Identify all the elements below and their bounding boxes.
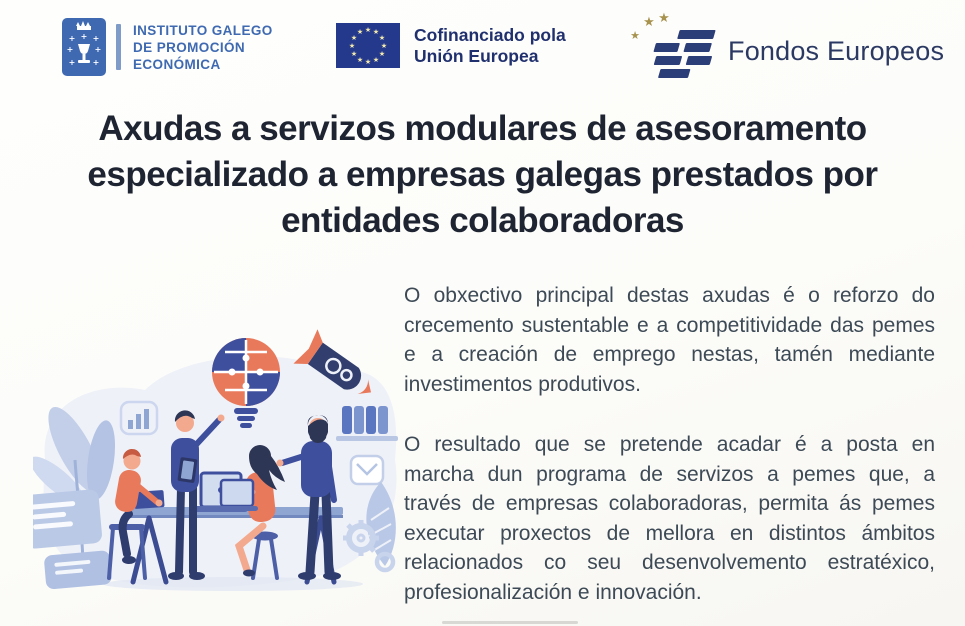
fondos-europeos-flag-icon: [620, 8, 720, 88]
scan-artifact-line: [442, 621, 578, 624]
objective-paragraph: O obxectivo principal destas axudas é o reforzo do crecemento sustentable e a competitividade das pemes e a creación de emprego nestas, tamén mediante investimentos produtivos.: [404, 284, 935, 396]
eu-cofunded-line: Cofinanciado pola: [414, 24, 566, 45]
page-title-line: Axudas a servizos modulares de asesoramento: [98, 109, 867, 148]
svg-text:★: ★: [643, 15, 655, 30]
page-title: [0, 106, 965, 244]
svg-text:★: ★: [380, 42, 388, 50]
svg-text:+: +: [80, 32, 88, 41]
laptop-icon: [216, 480, 258, 511]
igape-separator: [116, 24, 121, 70]
svg-text:+: +: [94, 45, 102, 54]
fondos-europeos-logo: [620, 8, 944, 88]
eu-flag-icon: [336, 23, 400, 68]
svg-text:+: +: [68, 34, 76, 43]
svg-text:★: ★: [372, 56, 380, 64]
svg-text:★: ★: [630, 29, 640, 42]
igape-logo: [62, 18, 273, 76]
page-title-line: entidades colaboradoras: [281, 201, 684, 240]
result-paragraph: O resultado que se pretende acadar é a posta en marcha dun programa de servizos a pemes que, a través de empresas colaboradoras, permita ás pemes executar proxectos de mellora en distintos ámbitos relacionados co seu desenvolvemento estratéxico, profesionalización e innovación.: [404, 433, 935, 604]
svg-text:★: ★: [364, 58, 372, 66]
svg-text:★: ★: [372, 28, 380, 36]
fondos-europeos-label: Fondos Europeos: [728, 35, 945, 66]
svg-text:+: +: [66, 45, 74, 54]
svg-text:★: ★: [350, 34, 358, 42]
svg-text:+: +: [68, 58, 76, 67]
svg-text:★: ★: [356, 56, 364, 64]
teamwork-illustration: [33, 310, 405, 600]
igape-name-line: ECONÓMICA: [133, 56, 221, 72]
svg-text:★: ★: [348, 42, 356, 50]
envelope-icon: [351, 456, 383, 484]
igape-emblem-icon: [62, 18, 106, 76]
page-title-line: especializado a empresas galegas prestados por: [87, 155, 878, 194]
svg-text:★: ★: [356, 28, 364, 36]
svg-text:★: ★: [364, 26, 372, 34]
svg-text:★: ★: [378, 50, 386, 58]
eu-cofunded-line: Unión Europea: [414, 45, 539, 66]
svg-text:★: ★: [350, 50, 358, 58]
igape-name-line: INSTITUTO GALEGO: [133, 22, 273, 38]
svg-text:+: +: [92, 58, 100, 67]
body-text: [404, 281, 935, 626]
igape-name-line: DE PROMOCIÓN: [133, 39, 246, 55]
eu-cofunded-logo: [336, 23, 566, 68]
floor-shadow: [103, 577, 363, 591]
svg-text:★: ★: [658, 11, 670, 26]
svg-text:+: +: [92, 34, 100, 43]
svg-text:★: ★: [378, 34, 386, 42]
